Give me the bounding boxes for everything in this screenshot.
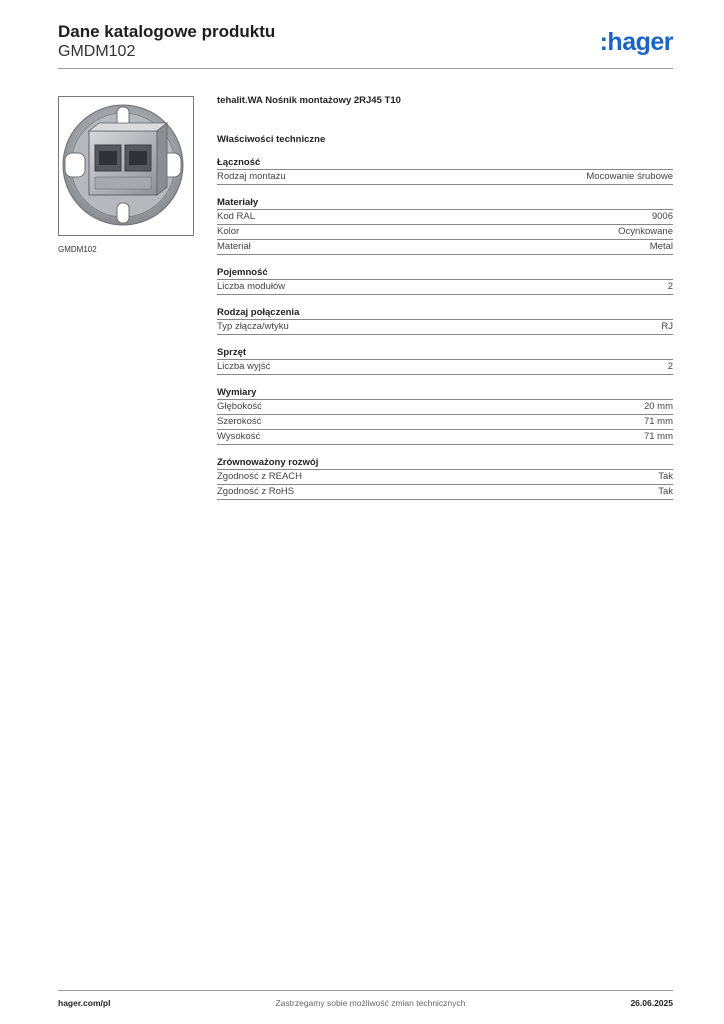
hager-logo[interactable]: :hager [599, 28, 673, 56]
property-value: Tak [658, 471, 673, 482]
property-value: Mocowanie śrubowe [586, 171, 673, 182]
section-hardware [217, 346, 673, 375]
section-sustainability [217, 456, 673, 500]
document-date: 26.06.2025 [630, 998, 673, 1008]
property-row [217, 225, 673, 240]
property-value: Metal [649, 241, 673, 252]
property-value: 9006 [651, 211, 673, 222]
section-title: Pojemność [217, 266, 673, 280]
disclaimer-text: Zastrzegamy sobie możliwość zmian technicznych [275, 998, 466, 1008]
property-value: 2 [667, 361, 673, 372]
property-value: 71 mm [643, 431, 673, 442]
property-label: Zgodność z REACH [217, 471, 303, 482]
product-code: GMDM102 [58, 43, 136, 60]
property-value: Tak [658, 486, 673, 497]
product-name: tehalit.WA Nośnik montażowy 2RJ45 T10 [217, 95, 401, 106]
product-details [217, 95, 673, 500]
property-label: Szerokość [217, 416, 262, 427]
property-label: Kolor [217, 226, 240, 237]
section-title: Materiały [217, 196, 673, 210]
property-label: Liczba modułów [217, 281, 286, 292]
image-caption: GMDM102 [58, 245, 97, 254]
property-row [217, 170, 673, 185]
property-row [217, 240, 673, 255]
property-row [217, 485, 673, 500]
page-footer [58, 998, 673, 1008]
website-link[interactable]: hager.com/pl [58, 998, 111, 1008]
property-label: Głębokość [217, 401, 262, 412]
property-row [217, 415, 673, 430]
property-label: Liczba wyjść [217, 361, 271, 372]
property-row [217, 320, 673, 335]
property-value: 20 mm [643, 401, 673, 412]
property-row [217, 210, 673, 225]
section-title: Rodzaj połączenia [217, 306, 673, 320]
property-row [217, 360, 673, 375]
page-header [58, 22, 673, 70]
property-label: Typ złącza/wtyku [217, 321, 289, 332]
property-value: Ocynkowane [618, 226, 673, 237]
property-label: Zgodność z RoHS [217, 486, 295, 497]
product-photo [59, 97, 193, 235]
property-row [217, 400, 673, 415]
section-title: Łączność [217, 156, 673, 170]
section-title: Wymiary [217, 386, 673, 400]
section-connection-type [217, 306, 673, 335]
property-row [217, 280, 673, 295]
document-title: Dane katalogowe produktu [58, 22, 276, 41]
header-divider [58, 68, 673, 69]
footer-divider [58, 990, 673, 991]
section-title: Zrównoważony rozwój [217, 456, 673, 470]
section-materials [217, 196, 673, 255]
product-image [58, 96, 194, 236]
property-value: RJ [661, 321, 673, 332]
section-title: Sprzęt [217, 346, 673, 360]
section-connectivity [217, 156, 673, 185]
property-label: Rodzaj montażu [217, 171, 286, 182]
property-label: Kod RAL [217, 211, 256, 222]
property-row [217, 470, 673, 485]
property-label: Wysokość [217, 431, 261, 442]
section-dimensions [217, 386, 673, 445]
technical-properties-heading: Właściwości techniczne [217, 134, 326, 145]
property-value: 2 [667, 281, 673, 292]
property-label: Materiał [217, 241, 251, 252]
property-value: 71 mm [643, 416, 673, 427]
property-row [217, 430, 673, 445]
section-capacity [217, 266, 673, 295]
